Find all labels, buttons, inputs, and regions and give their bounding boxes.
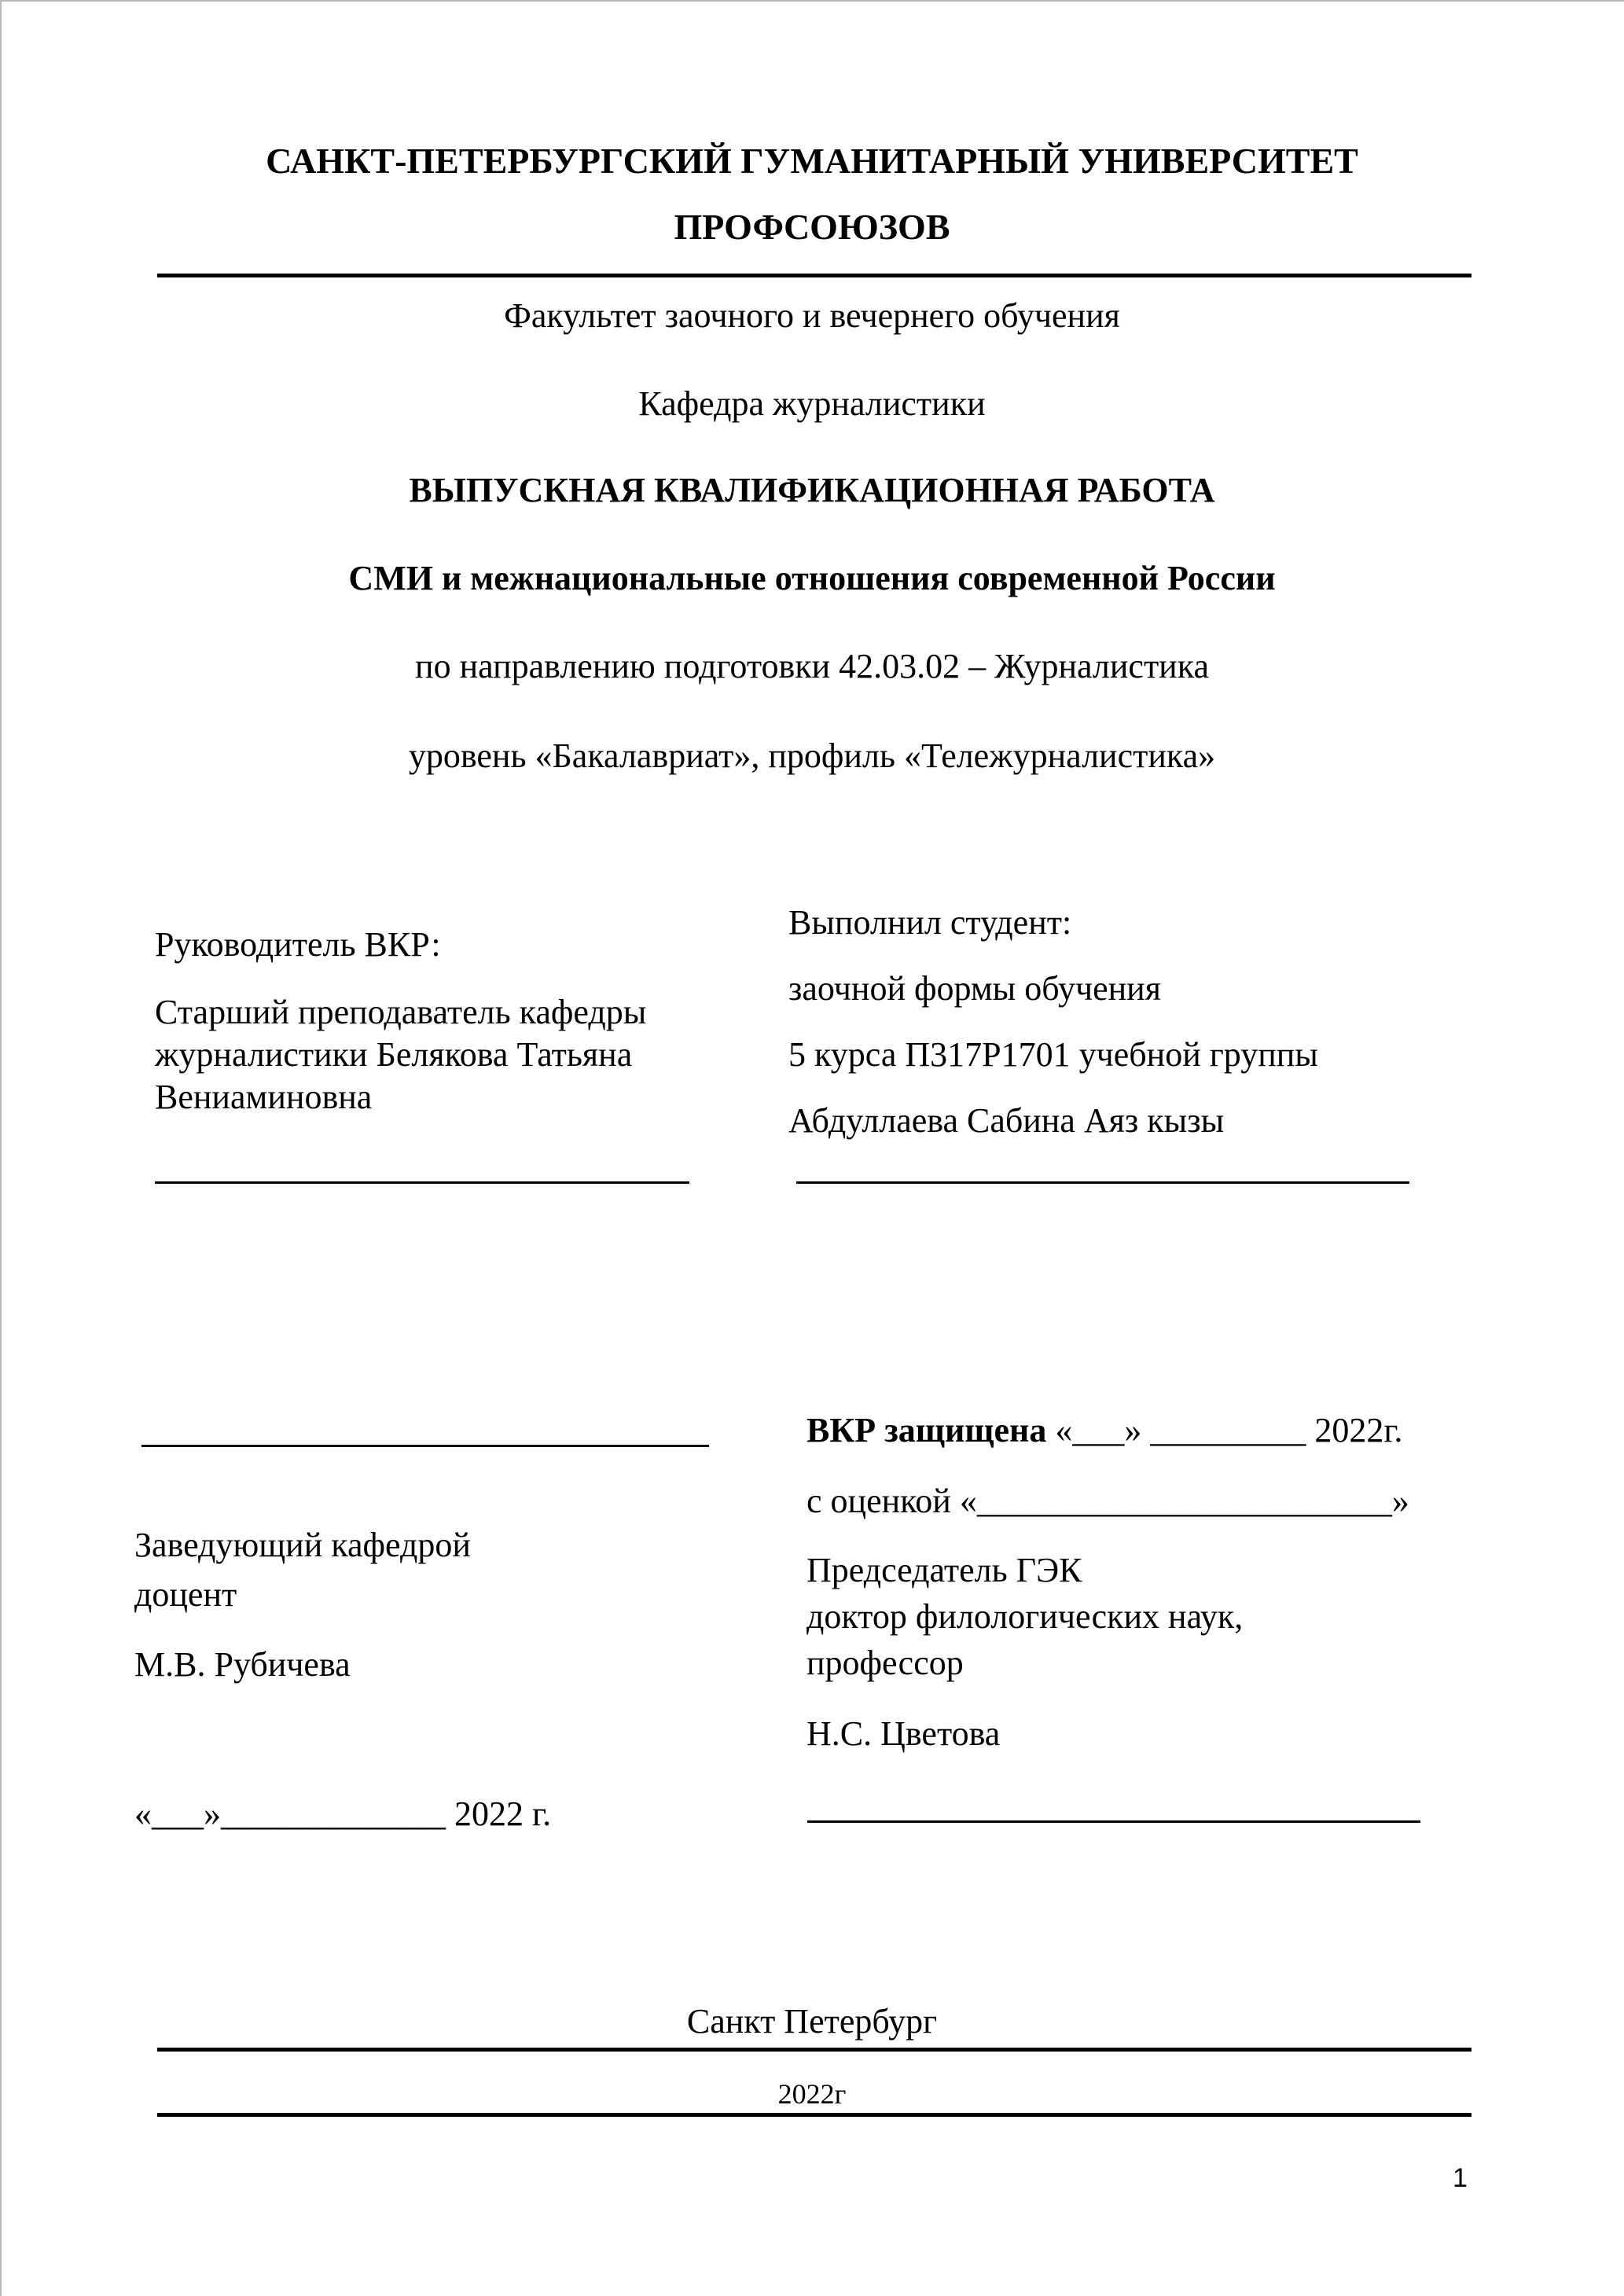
department-name: Кафедра журналистики — [638, 384, 986, 423]
supervisor-position-line2: журналистики Белякова Татьяна — [155, 1035, 633, 1074]
footer-rule-bottom — [157, 2113, 1472, 2117]
student-signature-line — [796, 1181, 1409, 1184]
level-profile: уровень «Бакалавриат», профиль «Тележурналистика» — [408, 737, 1216, 775]
city: Санкт Петербург — [686, 2002, 938, 2041]
head-title-line2: доцент — [134, 1575, 237, 1614]
supervisor-position-line3: Вениаминовна — [155, 1078, 373, 1116]
university-name-line1: САНКТ-ПЕТЕРБУРГСКИЙ ГУМАНИТАРНЫЙ УНИВЕРСИТЕТ — [266, 141, 1358, 181]
study-direction: по направлению подготовки 42.03.02 – Журналистика — [415, 647, 1209, 685]
defense-grade: с оценкой «________________________» — [806, 1482, 1409, 1520]
defended-label: ВКР защищена — [806, 1411, 1047, 1449]
chair-title: Председатель ГЭК — [806, 1551, 1082, 1589]
defense-date: «___» _________ 2022г. — [1046, 1411, 1403, 1449]
student-label: Выполнил студент: — [788, 903, 1072, 942]
work-type-title: ВЫПУСКНАЯ КВАЛИФИКАЦИОННАЯ РАБОТА — [409, 471, 1215, 509]
footer-rule-top — [157, 2048, 1472, 2052]
student-study-form: заочной формы обучения — [788, 969, 1161, 1008]
supervisor-label: Руководитель ВКР: — [155, 925, 441, 964]
page-number: 1 — [1453, 2163, 1468, 2193]
student-group: 5 курса П317Р1701 учебной группы — [788, 1035, 1318, 1074]
supervisor-position-line1: Старший преподаватель кафедры — [155, 993, 647, 1031]
chair-signature-line — [807, 1820, 1420, 1823]
head-approval-date: «___»_____________ 2022 г. — [134, 1795, 552, 1833]
supervisor-signature-line — [155, 1181, 689, 1184]
student-name: Абдуллаева Сабина Аяз кызы — [788, 1101, 1225, 1140]
head-title-line1: Заведующий кафедрой — [134, 1526, 471, 1564]
faculty-name: Факультет заочного и вечернего обучения — [504, 296, 1120, 335]
chair-name: Н.С. Цветова — [806, 1714, 1001, 1753]
header-rule — [157, 274, 1472, 277]
defense-date-line — [806, 1410, 1402, 1451]
head-name: М.В. Рубичева — [134, 1645, 351, 1684]
head-signature-line — [141, 1445, 709, 1447]
chair-degree: доктор филологических наук, — [806, 1597, 1244, 1636]
year: 2022г — [777, 2078, 847, 2110]
chair-rank: профессор — [806, 1644, 964, 1682]
university-name-line2: ПРОФСОЮЗОВ — [674, 207, 950, 247]
thesis-topic: СМИ и межнациональные отношения современной России — [348, 559, 1276, 597]
